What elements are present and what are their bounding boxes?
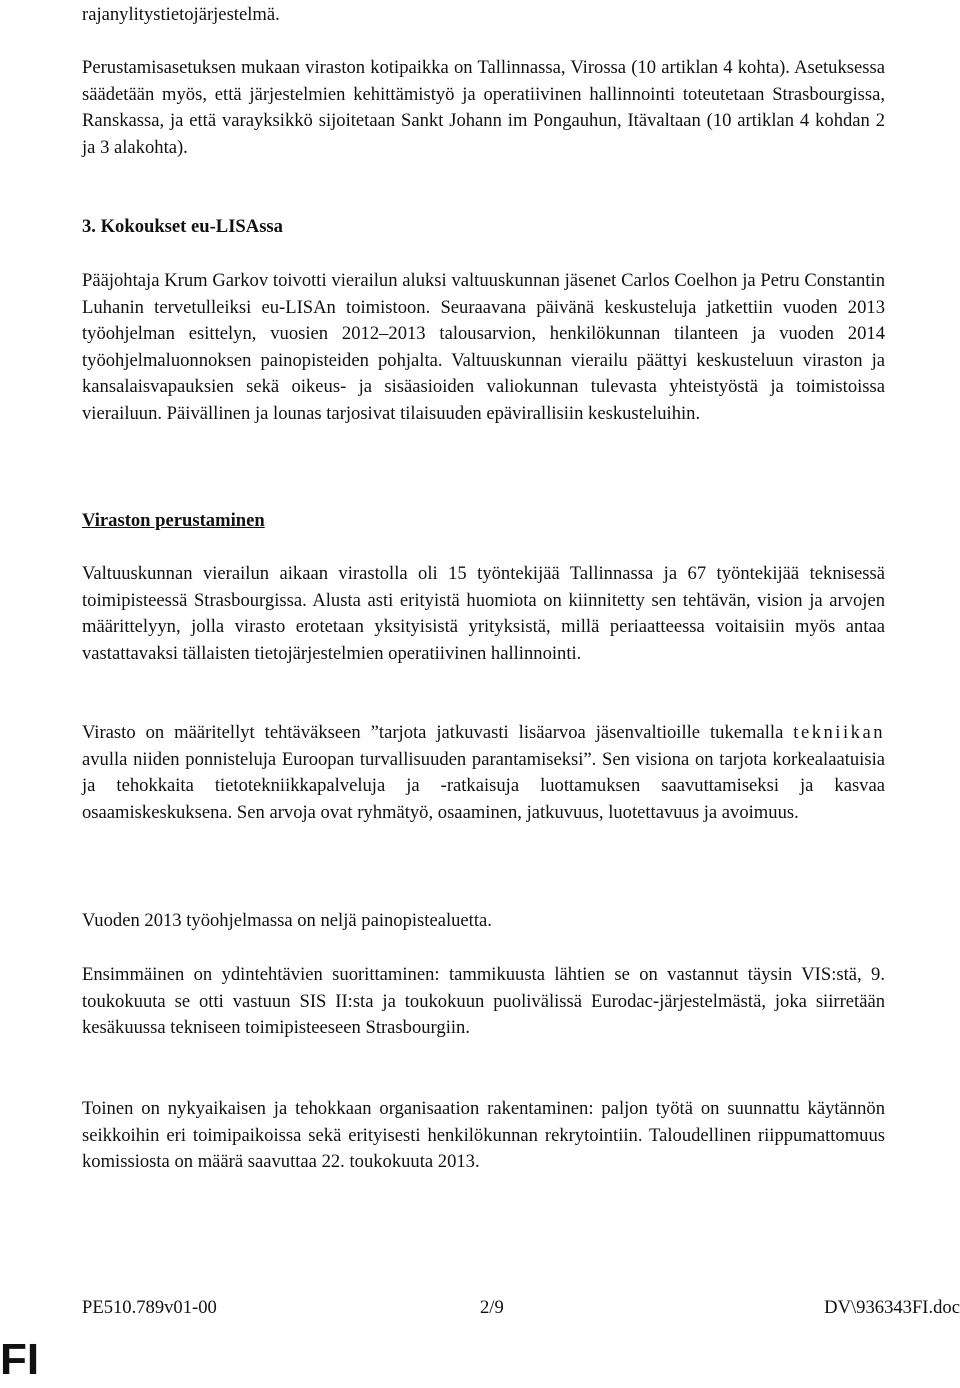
paragraph-4-part-b: avulla niiden ponnisteluja Euroopan turvallisuuden parantamiseksi”. Sen visiona on tarjota korkealaatuisia ja tehokkaita tietotekniikkapalveluja ja -ratkaisuja luottamuksen saavuttamiseksi ja kasvaa osaamiskeskuksena. Sen arvoja ovat ryhmätyö, osaaminen, jatkuvuus, luotettavuus ja avoimuus. bbox=[82, 748, 885, 823]
paragraph-4-part-a: Virasto on määritellyt tehtäväkseen ”tarjota jatkuvasti lisäarvoa jäsenvaltioille tukemalla bbox=[82, 722, 794, 743]
page-footer bbox=[82, 1297, 960, 1325]
footer-page-number: 2/9 bbox=[480, 1297, 504, 1318]
paragraph-2: Pääjohtaja Krum Garkov toivotti vierailun aluksi valtuuskunnan jäsenet Carlos Coelhon ja Petru Constantin Luhanin tervetulleiksi eu-LISAn toimistoon. Seuraavana päivänä keskusteluja jatkettiin vuoden 2013 työohjelman esittelyn, vuosien 2012–2013 talousarvion, henkilökunnan tilanteen ja vuoden 2014 työohjelmaluonnoksen painopisteiden pohjalta. Valtuuskunnan vierailu päättyi keskusteluun viraston ja kansalaisvapauksien sekä oikeus- ja sisäasioiden valiokunnan tulevasta yhteistyöstä ja toimistoissa vierailuun. Päivällinen ja lounas tarjosivat tilaisuuden epävirallisiin keskusteluihin. bbox=[82, 270, 885, 424]
paragraph-1: Perustamisasetuksen mukaan viraston kotipaikka on Tallinnassa, Virossa (10 artiklan 4 kohta). Asetuksessa säädetään myös, että järjestelmien kehittämistyö ja operatiivinen hallinnointi toteutetaan Strasbourgissa, Ranskassa, ja että varayksikkö sijoitetaan Sankt Johann im Pongauhun, Itävaltaan (10 artiklan 4 kohdan 2 ja 3 alakohta). bbox=[82, 57, 885, 158]
paragraph-6: Ensimmäinen on ydintehtävien suorittaminen: tammikuusta lähtien se on vastannut täysin VIS:stä, 9. toukokuuta se otti vastuun SIS II:sta ja toukokuun puolivälissä Eurodac-järjestelmästä, joka siirretään kesäkuussa tekniseen toimipisteeseen Strasbourgiin. bbox=[82, 964, 885, 1039]
paragraph-3: Valtuuskunnan vierailun aikaan virastolla oli 15 työntekijää Tallinnassa ja 67 työntekijää teknisessä toimipisteessä Strasbourgissa. Alusta asti erityistä huomiota on kiinnitetty sen tehtävän, vision ja arvojen määrittelyyn, jolla virasto erotetaan yksityisistä yrityksistä, millä periaatteessa voitaisiin myös antaa vastattavaksi tällaisten tietojärjestelmien operatiivinen hallinnointi. bbox=[82, 563, 885, 664]
paragraph-5: Vuoden 2013 työohjelmassa on neljä painopistealuetta. bbox=[82, 910, 492, 931]
paragraph-4 bbox=[82, 720, 885, 826]
heading-agency-establishment-text: Viraston perustaminen bbox=[82, 510, 265, 531]
language-code: FI bbox=[0, 1335, 40, 1384]
heading-meetings: 3. Kokoukset eu-LISAssa bbox=[82, 216, 283, 237]
heading-agency-establishment bbox=[82, 508, 885, 535]
paragraph-4-spaced-word: tekniikan bbox=[793, 722, 885, 743]
paragraph-7: Toinen on nykyaikaisen ja tehokkaan organisaation rakentaminen: paljon työtä on suunnattu käytännön seikkoihin eri toimipaikoissa sekä erityisesti henkilökunnan rekrytointiin. Taloudellinen riippumattomuus komissiosta on määrä saavuttaa 22. toukokuuta 2013. bbox=[82, 1098, 885, 1173]
footer-document-file: DV\936343FI.doc bbox=[824, 1297, 960, 1318]
paragraph-0: rajanylitystietojärjestelmä. bbox=[82, 4, 280, 25]
footer-reference: PE510.789v01-00 bbox=[82, 1297, 217, 1318]
